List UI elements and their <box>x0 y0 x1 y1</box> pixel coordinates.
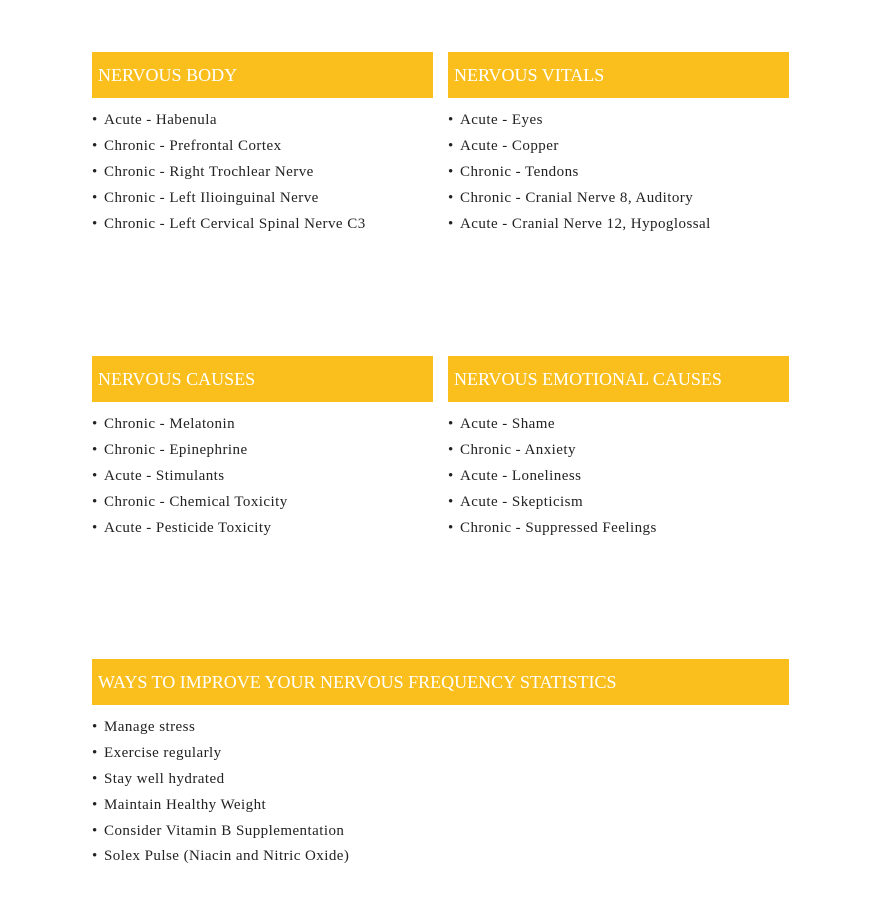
list-item-text: Chronic - Chemical Toxicity <box>104 493 288 510</box>
list-item-text: Chronic - Cranial Nerve 8, Auditory <box>460 189 694 206</box>
bullet-icon: • <box>92 112 98 128</box>
list-item <box>448 162 789 188</box>
list-item-text: Acute - Shame <box>460 416 555 432</box>
list-item <box>92 466 433 492</box>
bullet-icon: • <box>92 822 98 839</box>
bullet-icon: • <box>448 163 454 180</box>
list-item-text: Acute - Copper <box>460 137 559 154</box>
section-header-nervous-causes: NERVOUS CAUSES <box>92 356 433 402</box>
bullet-icon: • <box>92 719 98 735</box>
section-nervous-emotional-causes <box>448 356 789 543</box>
section-header-nervous-body: NERVOUS BODY <box>92 52 433 98</box>
list-item-text: Acute - Cranial Nerve 12, Hypoglossal <box>460 215 711 232</box>
bullet-icon: • <box>448 189 454 206</box>
section-header-nervous-emotional-causes: NERVOUS EMOTIONAL CAUSES <box>448 356 789 402</box>
bullet-icon: • <box>448 441 454 458</box>
list-item <box>92 769 789 795</box>
list-nervous-body <box>92 110 433 239</box>
section-nervous-causes <box>92 356 433 543</box>
list-item-text: Acute - Habenula <box>104 112 217 128</box>
section-nervous-vitals <box>448 52 789 239</box>
list-item <box>92 821 789 847</box>
list-item-text: Chronic - Anxiety <box>460 441 576 458</box>
bullet-icon: • <box>448 467 454 484</box>
bullet-icon: • <box>92 441 98 458</box>
list-item-text: Acute - Eyes <box>460 112 543 128</box>
list-item-text: Maintain Healthy Weight <box>104 796 267 813</box>
list-item-text: Acute - Skepticism <box>460 493 584 510</box>
list-nervous-causes <box>92 414 433 543</box>
section-header-ways-to-improve: WAYS TO IMPROVE YOUR NERVOUS FREQUENCY STATISTICS <box>92 659 789 705</box>
list-item <box>92 110 433 136</box>
bullet-icon: • <box>92 163 98 180</box>
list-nervous-emotional-causes <box>448 414 789 543</box>
section-header-nervous-vitals: NERVOUS VITALS <box>448 52 789 98</box>
section-ways-to-improve <box>92 659 789 872</box>
list-item <box>92 743 789 769</box>
list-item <box>448 440 789 466</box>
list-item <box>92 795 789 821</box>
bullet-icon: • <box>448 112 454 128</box>
bullet-icon: • <box>448 416 454 432</box>
bullet-icon: • <box>92 770 98 787</box>
bullet-icon: • <box>92 137 98 154</box>
list-item <box>92 188 433 214</box>
list-item <box>92 440 433 466</box>
bullet-icon: • <box>92 744 98 761</box>
list-item <box>448 518 789 544</box>
list-item-text: Chronic - Tendons <box>460 163 579 180</box>
list-item <box>448 492 789 518</box>
bullet-icon: • <box>92 189 98 206</box>
list-item-text: Acute - Stimulants <box>104 467 225 484</box>
bullet-icon: • <box>92 493 98 510</box>
list-ways-to-improve <box>92 717 789 872</box>
bullet-icon: • <box>92 215 98 232</box>
list-item <box>92 717 789 743</box>
list-item <box>448 136 789 162</box>
bullet-icon: • <box>92 848 98 865</box>
list-item <box>448 466 789 492</box>
list-item-text: Consider Vitamin B Supplementation <box>104 822 345 839</box>
list-item-text: Acute - Loneliness <box>460 467 582 484</box>
list-item-text: Exercise regularly <box>104 744 222 761</box>
list-nervous-vitals <box>448 110 789 239</box>
bullet-icon: • <box>92 796 98 813</box>
list-item <box>92 518 433 544</box>
list-item <box>92 846 789 872</box>
list-item-text: Acute - Pesticide Toxicity <box>104 519 272 536</box>
list-item <box>92 214 433 240</box>
list-item-text: Chronic - Melatonin <box>104 416 236 432</box>
list-item-text: Chronic - Prefrontal Cortex <box>104 137 282 154</box>
list-item-text: Chronic - Right Trochlear Nerve <box>104 163 314 180</box>
list-item-text: Manage stress <box>104 719 196 735</box>
bullet-icon: • <box>448 519 454 536</box>
list-item <box>448 214 789 240</box>
list-item-text: Chronic - Epinephrine <box>104 441 248 458</box>
list-item-text: Chronic - Left Ilioinguinal Nerve <box>104 189 319 206</box>
list-item <box>92 414 433 440</box>
list-item <box>448 414 789 440</box>
list-item-text: Stay well hydrated <box>104 770 225 787</box>
bullet-icon: • <box>92 519 98 536</box>
bullet-icon: • <box>92 467 98 484</box>
list-item <box>92 136 433 162</box>
list-item-text: Chronic - Suppressed Feelings <box>460 519 657 536</box>
list-item-text: Chronic - Left Cervical Spinal Nerve C3 <box>104 215 366 232</box>
list-item-text: Solex Pulse (Niacin and Nitric Oxide) <box>104 848 350 865</box>
bullet-icon: • <box>448 493 454 510</box>
bullet-icon: • <box>448 137 454 154</box>
bullet-icon: • <box>448 215 454 232</box>
list-item <box>92 492 433 518</box>
list-item <box>92 162 433 188</box>
list-item <box>448 110 789 136</box>
section-nervous-body <box>92 52 433 239</box>
bullet-icon: • <box>92 416 98 432</box>
list-item <box>448 188 789 214</box>
